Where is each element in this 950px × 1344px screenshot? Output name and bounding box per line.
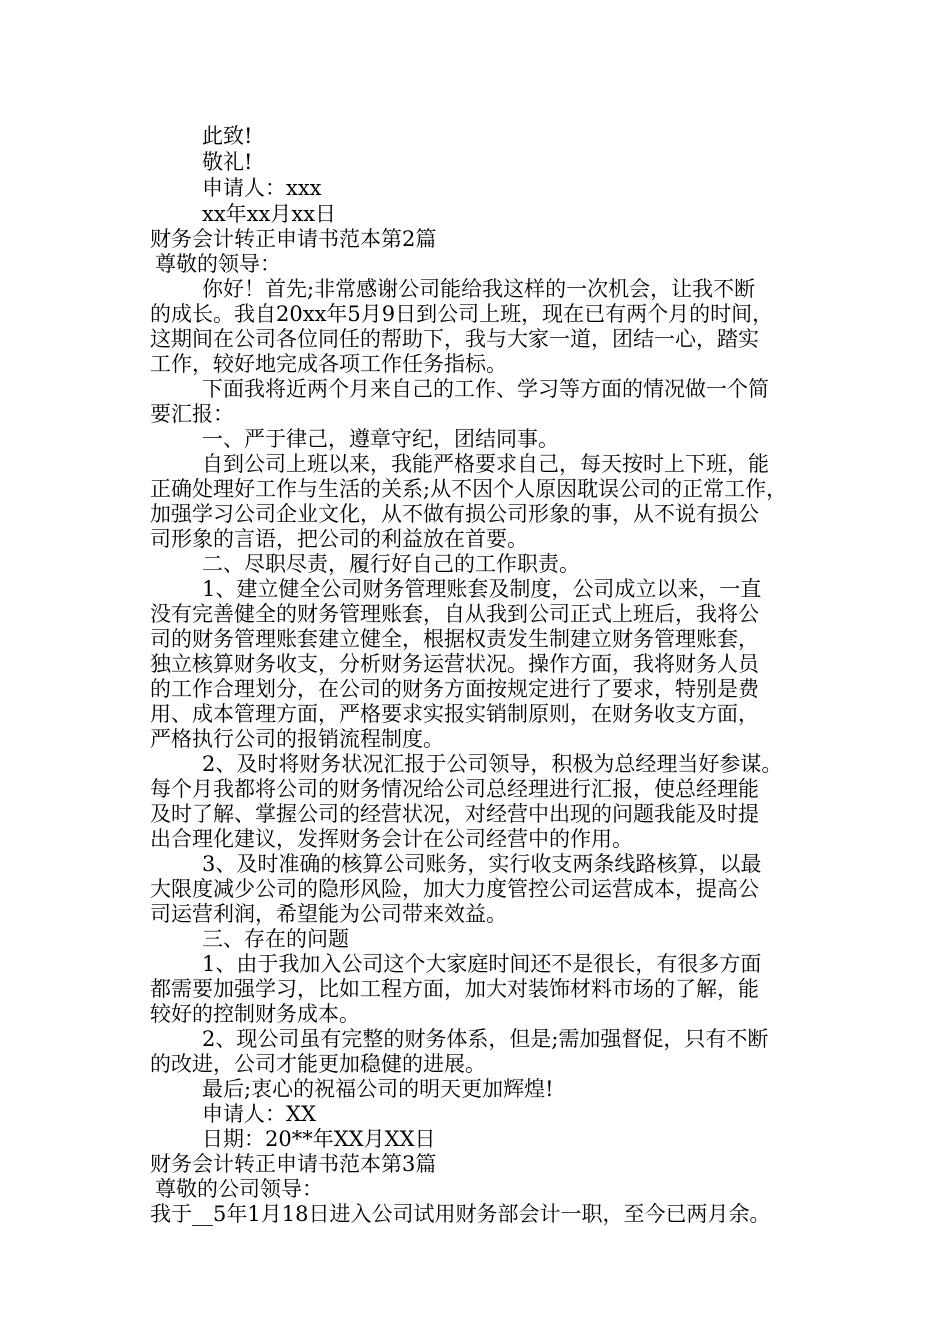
body-line: 这期间在公司各位同任的帮助下，我与大家一道，团结一心，踏实 <box>150 327 759 351</box>
body-line: 1、建立健全公司财务管理账套及制度，公司成立以来，一直 <box>202 577 762 601</box>
body-line: 要汇报： <box>150 402 234 426</box>
body-line: 的改进，公司才能更加稳健的进展。 <box>150 1052 486 1076</box>
date-line: xx年xx月xx日 <box>202 202 337 226</box>
body-line: 我于__5年1月18日进入公司试用财务部会计一职，至今已两月余。 <box>150 1202 771 1226</box>
greeting-line: 尊敬的领导： <box>155 252 281 276</box>
body-line: 的成长。我自20xx年5月9日到公司上班，现在已有两个月的时间， <box>150 302 774 326</box>
salute-line: 敬礼! <box>202 150 253 174</box>
applicant-line: 申请人：XX <box>202 1102 316 1126</box>
applicant-line: 申请人：xxx <box>202 176 322 200</box>
body-line: 严格执行公司的报销流程制度。 <box>150 727 444 751</box>
date-line: 日期：20**年XX月XX日 <box>202 1127 436 1151</box>
body-line: 工作，较好地完成各项工作任务指标。 <box>150 352 507 376</box>
body-line: 没有完善健全的财务管理账套，自从我到公司正式上班后，我将公 <box>150 602 759 626</box>
body-line: 1、由于我加入公司这个大家庭时间还不是很长，有很多方面 <box>202 952 762 976</box>
body-line: 大限度减少公司的隐形风险，加大力度管控公司运营成本，提高公 <box>150 877 759 901</box>
greeting-line: 尊敬的公司领导： <box>155 1177 323 1201</box>
body-line: 自到公司上班以来，我能严格要求自己，每天按时上下班，能 <box>202 452 769 476</box>
body-line: 2、及时将财务状况汇报于公司领导，积极为总经理当好参谋。 <box>202 752 783 776</box>
body-line: 出合理化建议，发挥财务会计在公司经营中的作用。 <box>150 827 633 851</box>
closing-line: 最后;衷心的祝福公司的明天更加辉煌! <box>202 1077 554 1101</box>
body-line: 都需要加强学习，比如工程方面，加大对装饰材料市场的了解，能 <box>150 977 759 1001</box>
body-line: 司的财务管理账套建立健全，根据权责发生制建立财务管理账套， <box>150 627 759 651</box>
subheading-line: 一、严于律己，遵章守纪，团结同事。 <box>202 427 559 451</box>
body-line: 每个月我都将公司的财务情况给公司总经理进行汇报，使总经理能 <box>150 777 759 801</box>
body-line: 司形象的言语，把公司的利益放在首要。 <box>150 527 528 551</box>
body-line: 较好的控制财务成本。 <box>150 1002 360 1026</box>
body-line: 用、成本管理方面，严格要求实报实销制原则，在财务收支方面， <box>150 702 759 726</box>
body-line: 你好！首先;非常感谢公司能给我这样的一次机会，让我不断 <box>202 277 756 301</box>
subheading-line: 二、尽职尽责，履行好自己的工作职责。 <box>202 552 580 576</box>
body-line: 的工作合理划分，在公司的财务方面按规定进行了要求，特别是费 <box>150 677 759 701</box>
body-line: 3、及时准确的核算公司账务，实行收支两条线路核算，以最 <box>202 852 762 876</box>
body-line: 正确处理好工作与生活的关系;从不因个人原因耽误公司的正常工作， <box>150 477 788 501</box>
body-line: 及时了解、掌握公司的经营状况，对经营中出现的问题我能及时提 <box>150 802 759 826</box>
body-line: 司运营利润，希望能为公司带来效益。 <box>150 902 507 926</box>
body-line: 2、现公司虽有完整的财务体系，但是;需加强督促，只有不断 <box>202 1027 769 1051</box>
body-line: 下面我将近两个月来自己的工作、学习等方面的情况做一个简 <box>202 377 769 401</box>
closing-line: 此致! <box>202 124 253 148</box>
section-heading-3: 财务会计转正申请书范本第3篇 <box>150 1152 437 1176</box>
subheading-line: 三、存在的问题 <box>202 927 349 951</box>
body-line: 独立核算财务收支，分析财务运营状况。操作方面，我将财务人员 <box>150 652 759 676</box>
section-heading-2: 财务会计转正申请书范本第2篇 <box>150 227 437 251</box>
body-line: 加强学习公司企业文化，从不做有损公司形象的事，从不说有损公 <box>150 502 759 526</box>
